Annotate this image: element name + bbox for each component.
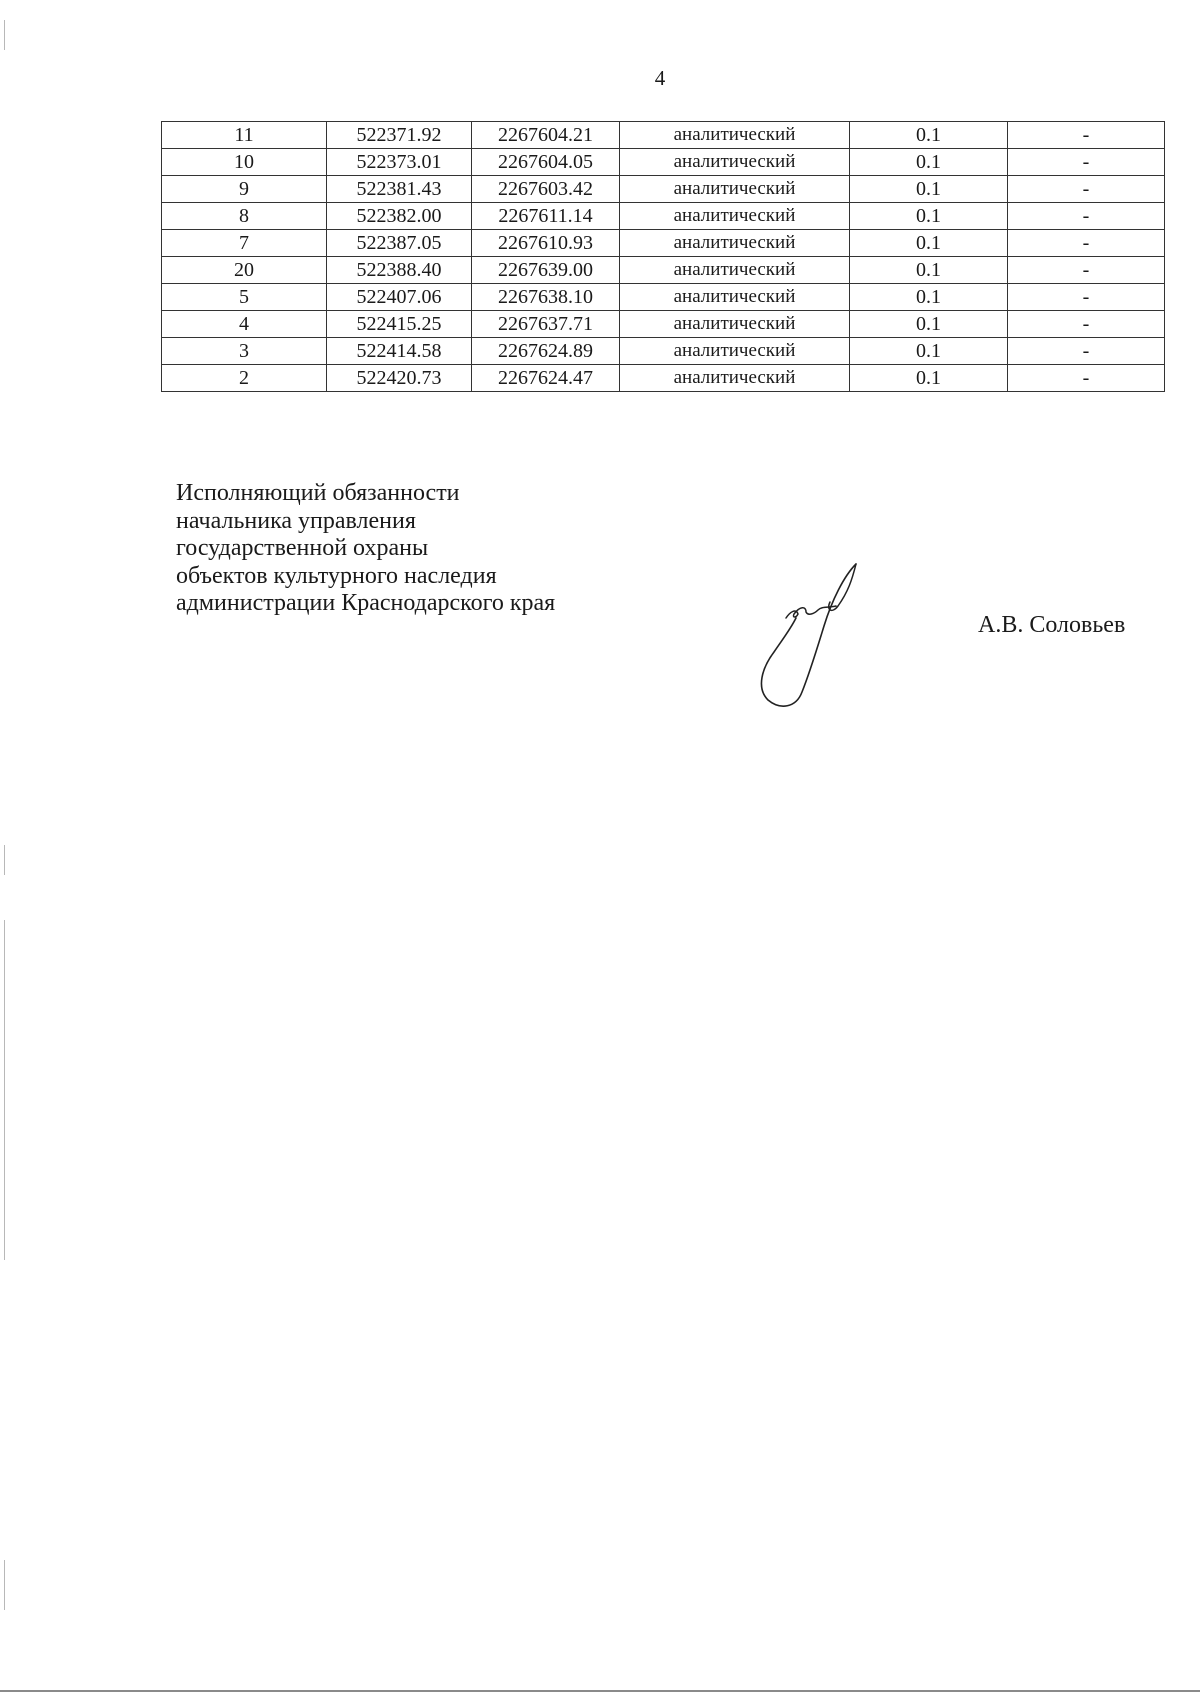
- page-bottom-rule: [0, 1690, 1200, 1692]
- position-line: администрации Краснодарского края: [176, 590, 556, 616]
- table-row: [162, 338, 1165, 365]
- method-cell: аналитический: [620, 338, 850, 365]
- y-coordinate-cell: 2267637.71: [472, 311, 620, 338]
- table-row: [162, 176, 1165, 203]
- description-cell: -: [1008, 257, 1165, 284]
- description-cell: -: [1008, 284, 1165, 311]
- accuracy-cell: 0.1: [850, 311, 1008, 338]
- point-number-cell: 3: [162, 338, 327, 365]
- method-cell: аналитический: [620, 365, 850, 392]
- point-number-cell: 5: [162, 284, 327, 311]
- point-number-cell: 20: [162, 257, 327, 284]
- x-coordinate-cell: 522388.40: [327, 257, 472, 284]
- y-coordinate-cell: 2267624.47: [472, 365, 620, 392]
- x-coordinate-cell: 522407.06: [327, 284, 472, 311]
- method-cell: аналитический: [620, 203, 850, 230]
- y-coordinate-cell: 2267639.00: [472, 257, 620, 284]
- position-line: Исполняющий обязанности: [176, 480, 460, 506]
- position-line: государственной охраны: [176, 535, 429, 561]
- description-cell: -: [1008, 311, 1165, 338]
- page-number: 4: [654, 66, 666, 90]
- description-cell: -: [1008, 176, 1165, 203]
- accuracy-cell: 0.1: [850, 149, 1008, 176]
- table-row: [162, 230, 1165, 257]
- x-coordinate-cell: 522415.25: [327, 311, 472, 338]
- y-coordinate-cell: 2267638.10: [472, 284, 620, 311]
- description-cell: -: [1008, 122, 1165, 149]
- description-cell: -: [1008, 149, 1165, 176]
- x-coordinate-cell: 522387.05: [327, 230, 472, 257]
- y-coordinate-cell: 2267611.14: [472, 203, 620, 230]
- x-coordinate-cell: 522371.92: [327, 122, 472, 149]
- table-row: [162, 203, 1165, 230]
- scan-margin-artifact: [4, 845, 5, 875]
- point-number-cell: 11: [162, 122, 327, 149]
- point-number-cell: 8: [162, 203, 327, 230]
- y-coordinate-cell: 2267604.21: [472, 122, 620, 149]
- x-coordinate-cell: 522382.00: [327, 203, 472, 230]
- description-cell: -: [1008, 365, 1165, 392]
- position-line: объектов культурного наследия: [176, 562, 497, 589]
- point-number-cell: 7: [162, 230, 327, 257]
- accuracy-cell: 0.1: [850, 338, 1008, 365]
- method-cell: аналитический: [620, 176, 850, 203]
- method-cell: аналитический: [620, 122, 850, 149]
- description-cell: -: [1008, 338, 1165, 365]
- scan-margin-artifact: [4, 1560, 5, 1610]
- accuracy-cell: 0.1: [850, 203, 1008, 230]
- table-row: [162, 365, 1165, 392]
- description-cell: -: [1008, 230, 1165, 257]
- description-cell: -: [1008, 203, 1165, 230]
- accuracy-cell: 0.1: [850, 230, 1008, 257]
- handwritten-signature: [752, 560, 872, 715]
- method-cell: аналитический: [620, 257, 850, 284]
- accuracy-cell: 0.1: [850, 365, 1008, 392]
- method-cell: аналитический: [620, 149, 850, 176]
- y-coordinate-cell: 2267604.05: [472, 149, 620, 176]
- coordinates-table: [161, 121, 1165, 392]
- method-cell: аналитический: [620, 284, 850, 311]
- x-coordinate-cell: 522373.01: [327, 149, 472, 176]
- y-coordinate-cell: 2267603.42: [472, 176, 620, 203]
- point-number-cell: 4: [162, 311, 327, 338]
- scan-margin-artifact: [4, 20, 5, 50]
- table-row: [162, 149, 1165, 176]
- accuracy-cell: 0.1: [850, 257, 1008, 284]
- table-row: [162, 122, 1165, 149]
- coordinates-table-body: [162, 122, 1165, 392]
- y-coordinate-cell: 2267610.93: [472, 230, 620, 257]
- signatory-position: [176, 480, 555, 618]
- x-coordinate-cell: 522414.58: [327, 338, 472, 365]
- method-cell: аналитический: [620, 230, 850, 257]
- signatory-name: А.В. Соловьев: [978, 612, 1126, 638]
- table-row: [162, 257, 1165, 284]
- x-coordinate-cell: 522381.43: [327, 176, 472, 203]
- accuracy-cell: 0.1: [850, 176, 1008, 203]
- x-coordinate-cell: 522420.73: [327, 365, 472, 392]
- y-coordinate-cell: 2267624.89: [472, 338, 620, 365]
- table-row: [162, 284, 1165, 311]
- scan-margin-artifact: [4, 920, 5, 1260]
- table-row: [162, 311, 1165, 338]
- position-line: начальника управления: [176, 507, 416, 534]
- point-number-cell: 10: [162, 149, 327, 176]
- point-number-cell: 9: [162, 176, 327, 203]
- accuracy-cell: 0.1: [850, 122, 1008, 149]
- point-number-cell: 2: [162, 365, 327, 392]
- accuracy-cell: 0.1: [850, 284, 1008, 311]
- method-cell: аналитический: [620, 311, 850, 338]
